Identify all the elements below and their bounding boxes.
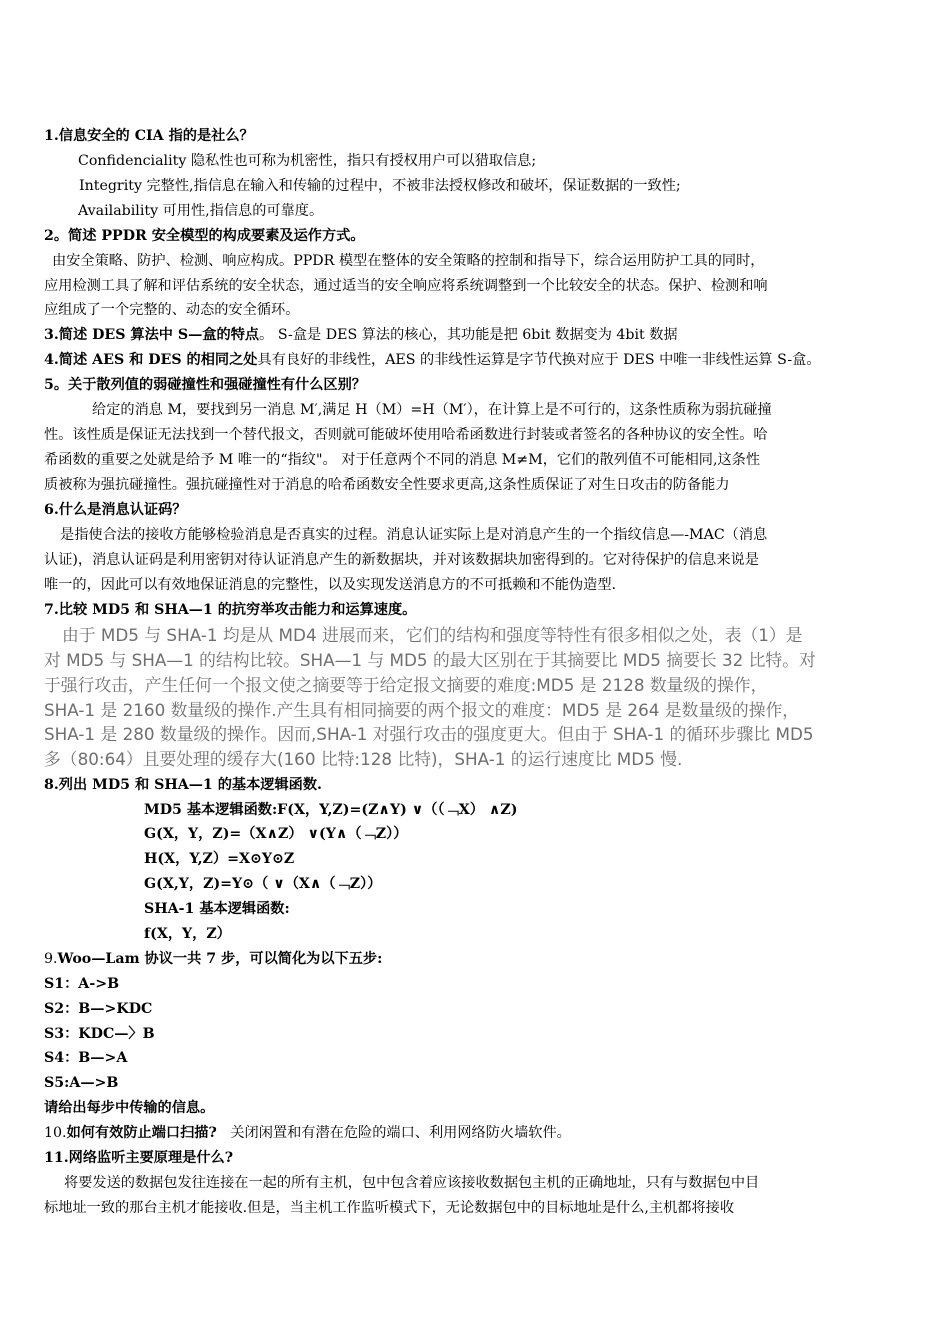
q8-md5-g: G(X，Y，Z)=（X∧Z） ∨(Y∧（﹁Z）） [144,826,408,842]
q9-step-5: S5:A—>B [44,1075,119,1091]
q10-row [44,1123,571,1143]
q7-line-2: 对 MD5 与 SHA—1 的结构比较。SHA—1 与 MD5 的最大区别在于其摘要比 MD5 摘要长 32 比特。对 [44,650,816,670]
q11-title: 11.网络监听主要原理是什么? [44,1150,234,1166]
q2-line-1: 由安全策略、防护、检测、响应构成。PPDR 模型在整体的安全策略的控制和指导下，综合运用防护工具的同时， [52,253,765,269]
q9-step-2: S2：B—>KDC [44,1001,153,1017]
q3-title: 3.简述 DES 算法中 S—盒的特点 [44,327,260,343]
q11-line-2: 标地址一致的那台主机才能接收.但是，当主机工作监听模式下，无论数据包中的目标地址是什么,主机都将接收 [44,1200,735,1216]
q5-line-2: 性。该性质是保证无法找到一个替代报文，否则就可能破坏使用哈希函数进行封装或者签名的各种协议的安全性。哈 [44,427,768,443]
q2-line-2: 应用检测工具了解和评估系统的安全状态，通过适当的安全响应将系统调整到一个比较安全的状态。保护、检测和响 [44,278,768,294]
q9-ask: 请给出每步中传输的信息。 [44,1100,215,1116]
q10-number: 10. [44,1125,67,1141]
q10-title: 如何有效防止端口扫描? [66,1125,217,1141]
q5-line-3: 希函数的重要之处就是给予 M 唯一的“指纹"。 对于任意两个不同的消息 M≠M，它们的散列值不可能相同,这条性 [44,452,761,468]
q9-number: 9. [44,951,58,967]
q7-line-1: 由于 MD5 与 SHA-1 均是从 MD4 进展而来，它们的结构和强度等特性有很多相似之处，表（1）是 [62,625,803,645]
q9-step-4: S4：B—>A [44,1050,128,1066]
q1-availability: Availability 可用性,指信息的可靠度。 [78,203,324,219]
q8-md5-g2: G(X,Y，Z)=Y⊙（ ∨（X∧（﹁Z）） [144,876,382,892]
q2-line-3: 应组成了一个完整的、动态的安全循环。 [44,302,300,318]
q8-title: 8.列出 MD5 和 SHA—1 的基本逻辑函数. [44,777,322,793]
q9-step-1: S1：A->B [44,976,120,992]
q1-confidentiality: Confidenciality 隐私性也可称为机密性，指只有授权用户可以猎取信息; [78,153,537,169]
q3-row [44,325,678,345]
q7-line-4: SHA-1 是 2160 数量级的操作.产生具有相同摘要的两个报文的难度：MD5 是 264 是数量级的操作， [44,700,800,720]
q10-answer: 关闭闲置和有潜在危险的端口、利用网络防火墙软件。 [230,1125,571,1141]
q3-answer: 。 S-盒是 DES 算法的核心，其功能是把 6bit 数据变为 4bit 数据 [259,327,678,343]
q4-row [44,350,821,370]
q7-line-5: SHA-1 是 280 数量级的操作。因而,SHA-1 对强行攻击的强度更大。但由于 SHA-1 的循环步骤比 MD5 [44,724,814,744]
q8-md5-h: H(X，Y,Z）=X⊙Y⊙Z [144,851,295,867]
q1-integrity: Integrity 完整性,指信息在输入和传输的过程中，不被非法授权修改和破坏，保证数据的一致性; [79,178,681,194]
q6-line-1: 是指使合法的接收方能够检验消息是否真实的过程。消息认证实际上是对消息产生的一个指纹信息—-MAC（消息 [60,527,768,543]
q9-title-row [44,949,382,969]
q7-line-6: 多（80:64）且要处理的缓存大(160 比特:128 比特)，SHA-1 的运行速度比 MD5 慢. [44,749,683,769]
q9-step-3: S3：KDC—〉B [44,1026,155,1042]
q7-title: 7.比较 MD5 和 SHA—1 的抗穷举攻击能力和运算速度。 [44,602,417,618]
q5-line-1: 给定的消息 M，要找到另一消息 M′,满足 H（M）=H（M′），在计算上是不可行的，这条性质称为弱抗碰撞 [92,402,772,418]
q11-line-1: 将要发送的数据包发往连接在一起的所有主机，包中包含着应该接收数据包主机的正确地址，只有与数据包中目 [64,1175,760,1191]
q6-title: 6.什么是消息认证码？ [44,502,187,518]
q5-line-4: 质被称为强抗碰撞性。强抗碰撞性对于消息的哈希函数安全性要求更高,这条性质保证了对生日攻击的防备能力 [44,477,730,493]
q8-sha1-f: f(X，Y，Z） [144,926,231,942]
q2-title: 2。简述 PPDR 安全模型的构成要素及运作方式。 [44,228,365,244]
q8-md5-f: MD5 基本逻辑函数:F(X，Y,Z)=(Z∧Y) ∨（（﹁X） ∧Z) [144,802,518,818]
q8-sha1-label: SHA-1 基本逻辑函数: [144,901,290,917]
q1-title: 1.信息安全的 CIA 指的是社么？ [44,128,254,144]
q4-title: 4.简述 AES 和 DES 的相同之处 [44,352,258,368]
q9-title: Woo—Lam 协议一共 7 步，可以简化为以下五步: [57,951,383,967]
q4-answer: 具有良好的非线性，AES 的非线性运算是字节代换对应于 DES 中唯一非线性运算 S-盒。 [257,352,821,368]
q6-line-2: 认证)，消息认证码是利用密钥对待认证消息产生的新数据块，并对该数据块加密得到的。它对待保护的信息来说是 [44,552,759,568]
q6-line-3: 唯一的，因此可以有效地保证消息的完整性，以及实现发送消息方的不可抵赖和不能伪造型. [44,577,617,593]
q7-line-3: 于强行攻击，产生任何一个报文使之摘要等于给定报文摘要的难度:MD5 是 2128 数量级的操作， [44,675,768,695]
q5-title: 5。关于散列值的弱碰撞性和强碰撞性有什么区别？ [44,377,366,393]
